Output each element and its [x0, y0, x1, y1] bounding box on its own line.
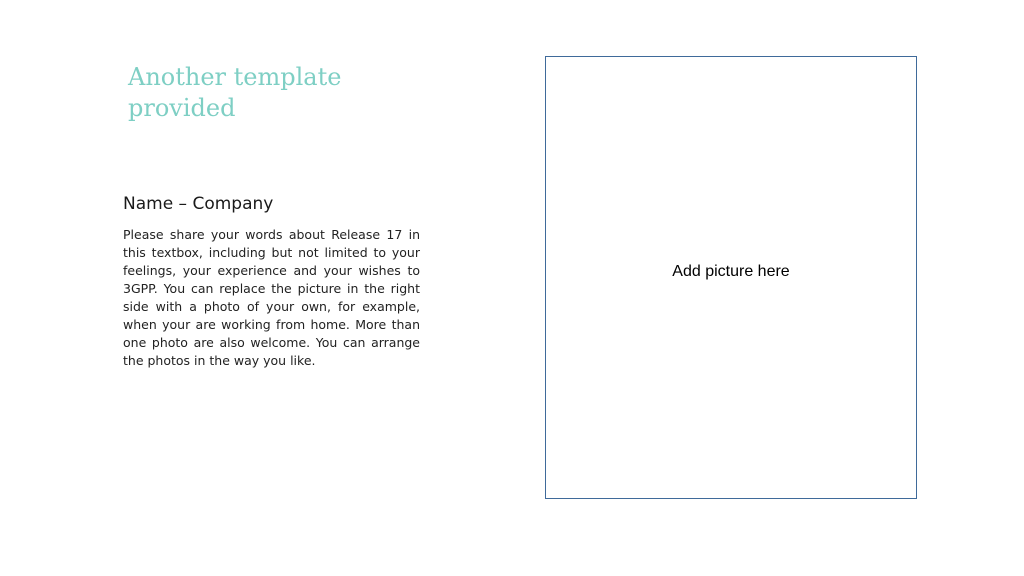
- picture-placeholder-label: Add picture here: [672, 263, 790, 280]
- body-textbox[interactable]: Please share your words about Release 17 in this textbox, including but not limited to your feelings, your experience and your wishes to 3GPP. You can replace the picture in the right side with a photo of your own, for example, when your are working from home. More than one photo are also welcome. You can arrange the photos in the way you like.: [123, 227, 420, 368]
- name-company-heading[interactable]: Name – Company: [123, 194, 274, 214]
- picture-placeholder[interactable]: [545, 56, 917, 499]
- slide-title[interactable]: Another template provided: [128, 63, 342, 122]
